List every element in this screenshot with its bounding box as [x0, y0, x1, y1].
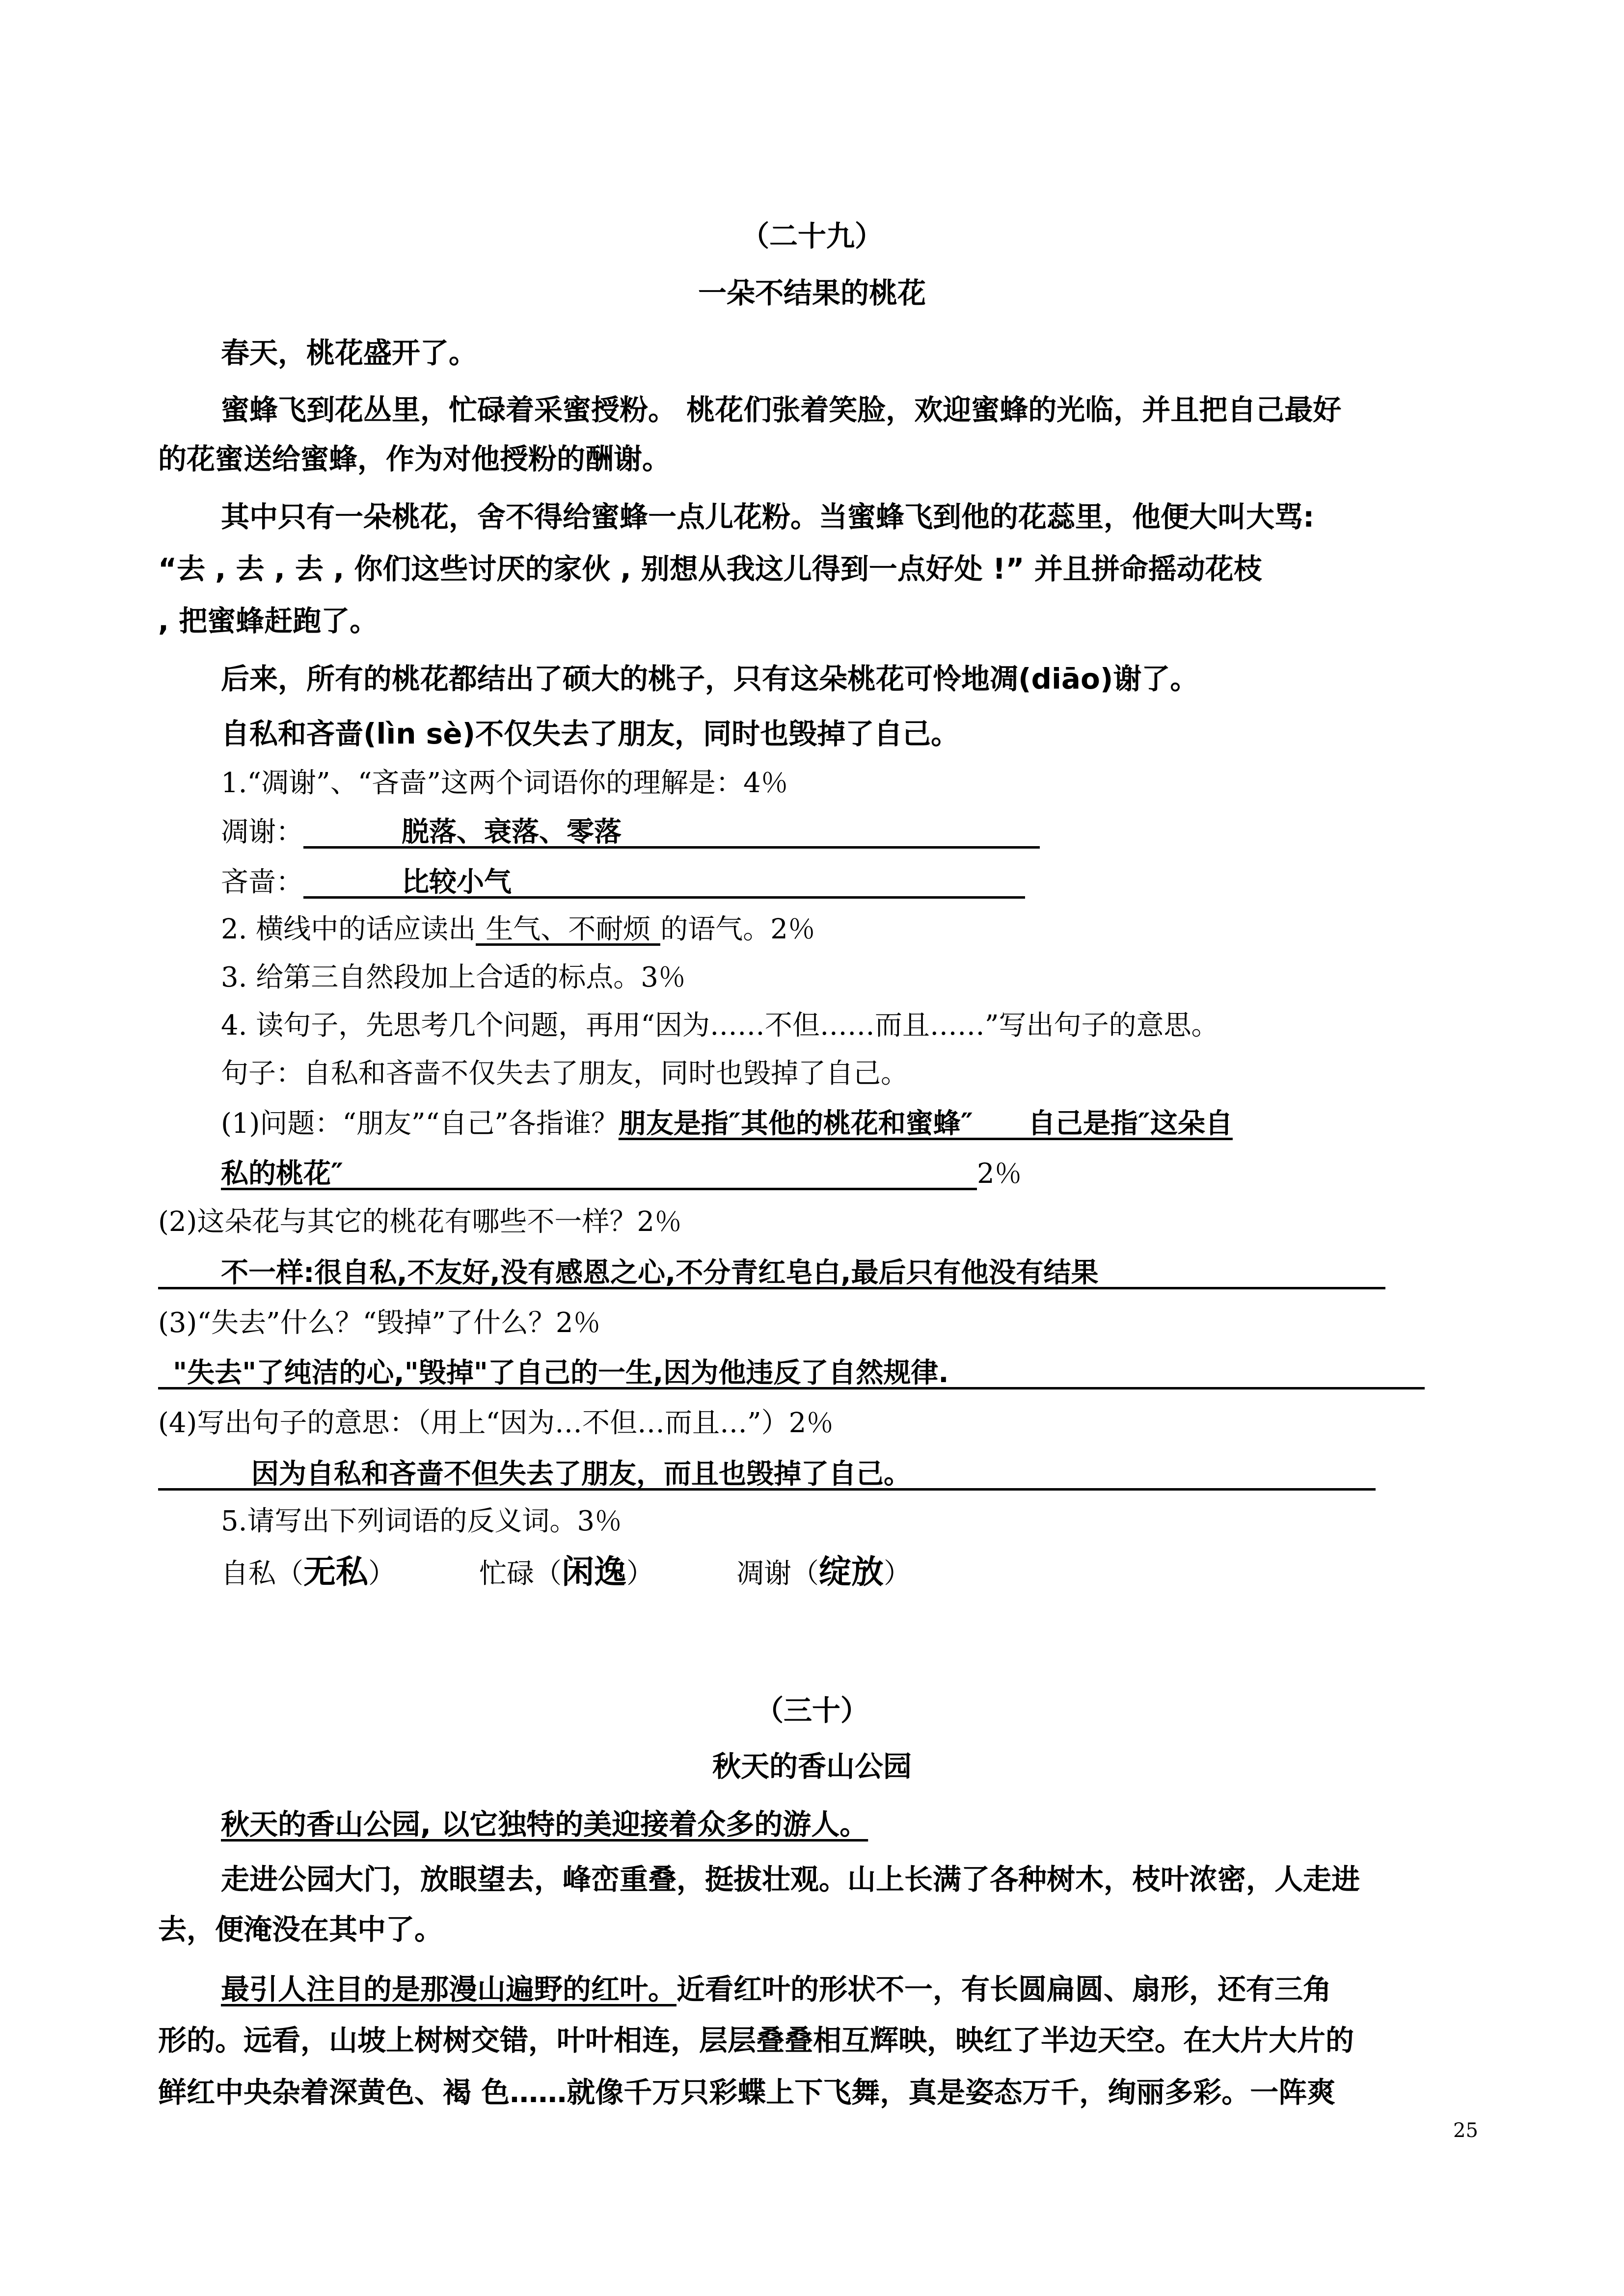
- paragraph: 的花蜜送给蜜蜂，作为对他授粉的酬谢。: [158, 442, 671, 476]
- answer-4-3: [158, 1357, 1425, 1389]
- paragraph: 鲜红中央杂着深黄色、褐 色……就像千万只彩蝶上下飞舞，真是姿态万千，绚丽多彩。一阵爽: [158, 2076, 1336, 2109]
- section-title: 一朵不结果的桃花: [698, 276, 926, 310]
- antonym-answer: 绽放: [819, 1553, 884, 1591]
- answer-text: 因为自私和吝啬不但失去了朋友，而且也毁掉了自己。: [158, 1461, 1376, 1491]
- question-4-4: (4)写出句子的意思：（用上“因为…不但…而且…”）2％: [158, 1407, 834, 1439]
- answer-text: 私的桃花″: [221, 1158, 344, 1190]
- question-4-1: (1)问题：“朋友”“自己”各指谁？朋友是指″其他的桃花和蜜蜂″ 自己是指″这朵自: [221, 1108, 1233, 1140]
- paragraph: 其中只有一朵桃花，舍不得给蜜蜂一点儿花粉。当蜜蜂飞到他的花蕊里，他便大叫大骂:: [221, 500, 1315, 534]
- paragraph: 最引人注目的是那漫山遍野的红叶。近看红叶的形状不一，有长圆扁圆、扇形，还有三角: [221, 1973, 1332, 2006]
- page-number: 25: [1453, 2119, 1478, 2142]
- antonym-item: 自私（无私）: [221, 1553, 396, 1591]
- answer-text: 不一样:很自私,不友好,没有感恩之心,不分青红皂白,最后只有他没有结果: [158, 1259, 1385, 1289]
- antonym-item: 忙碌（闲逸）: [479, 1553, 654, 1591]
- answer-4-4: [158, 1458, 1376, 1491]
- answer-line: [303, 866, 1025, 899]
- question-3: 3. 给第三自然段加上合适的标点。3％: [221, 961, 686, 993]
- answer-text: 生气、不耐烦: [476, 916, 660, 946]
- answer-line: [221, 1160, 977, 1190]
- question-4-2: (2)这朵花与其它的桃花有哪些不一样？2％: [158, 1206, 682, 1238]
- antonym-item: 凋谢（绽放）: [736, 1553, 911, 1591]
- question-4-1-cont: 私的桃花″ 2％: [221, 1158, 1022, 1190]
- question-4-3: (3)“失去”什么？“毁掉”了什么？2％: [158, 1307, 601, 1339]
- paragraph: 去，便淹没在其中了。: [158, 1913, 443, 1946]
- section-number: （三十）: [755, 1694, 869, 1727]
- question-1a: [221, 816, 1040, 849]
- question-label: 凋谢：: [221, 816, 303, 848]
- paragraph: 蜜蜂飞到花丛里，忙碌着采蜜授粉。 桃花们张着笑脸，欢迎蜜蜂的光临，并且把自己最好: [221, 393, 1342, 427]
- paragraph: 形的。远看，山坡上树树交错，叶叶相连，层层叠叠相互辉映，映红了半边天空。在大片大片的: [158, 2024, 1354, 2057]
- section-title: 秋天的香山公园: [712, 1750, 912, 1783]
- answer-text: 比较小气: [402, 866, 512, 898]
- paragraph-punctuated: , 把蜜蜂赶跑了。: [158, 604, 379, 638]
- paragraph: 自私和吝啬(lìn sè)不仅失去了朋友，同时也毁掉了自己。: [221, 717, 960, 750]
- antonym-answer: 闲逸: [562, 1553, 626, 1591]
- section-number: （二十九）: [740, 219, 883, 253]
- key-sentence: 最引人注目的是那漫山遍野的红叶。: [221, 1973, 677, 2006]
- question-4-sentence: 句子：自私和吝啬不仅失去了朋友，同时也毁掉了自己。: [221, 1058, 908, 1090]
- question-4: 4. 读句子，先思考几个问题，再用“因为……不但……而且……”写出句子的意思。: [221, 1010, 1219, 1041]
- answer-line: [303, 816, 1040, 849]
- key-sentence: 秋天的香山公园, 以它独特的美迎接着众多的游人。: [221, 1808, 868, 1841]
- question-1b: [221, 866, 1025, 899]
- paragraph-punctuated: “去 , 去 , 去 , 你们这些讨厌的家伙 , 别想从我这儿得到一点好处 !” 并且拼命摇动花枝: [158, 552, 1262, 586]
- answer-text: 脱落、衰落、零落: [402, 816, 622, 848]
- antonym-answer: 无私: [303, 1553, 368, 1591]
- question-1: 1.“凋谢”、“吝啬”这两个词语你的理解是：4％: [221, 767, 788, 799]
- question-5: 5.请写出下列词语的反义词。3％: [221, 1505, 623, 1537]
- question-label: 吝啬：: [221, 866, 303, 898]
- answer-4-2: [158, 1259, 1385, 1289]
- answer-text: "失去"了纯洁的心,"毁掉"了自己的一生,因为他违反了自然规律.: [158, 1360, 1425, 1389]
- paragraph: 走进公园大门，放眼望去，峰峦重叠，挺拔壮观。山上长满了各种树木，枝叶浓密，人走进: [221, 1863, 1360, 1896]
- answer-text: 朋友是指″其他的桃花和蜜蜂″ 自己是指″这朵自: [618, 1108, 1233, 1140]
- paragraph: 后来，所有的桃花都结出了硕大的桃子，只有这朵桃花可怜地凋(diāo)谢了。: [221, 662, 1199, 695]
- question-2: 2. 横线中的话应读出 生气、不耐烦 的语气。2％: [221, 913, 815, 945]
- paragraph: 春天，桃花盛开了。: [221, 336, 478, 370]
